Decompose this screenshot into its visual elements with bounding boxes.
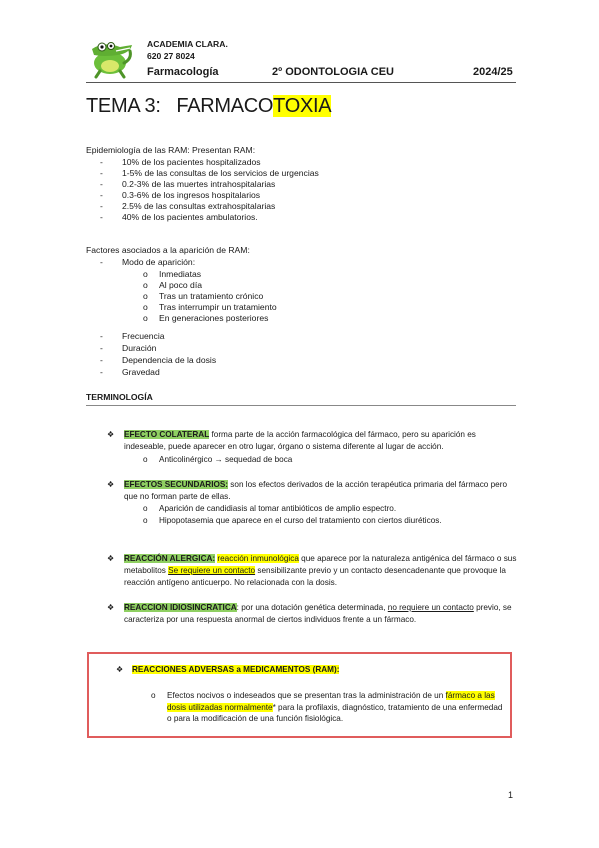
term-reaccion-idiosincratica: REACCION IDIOSINCRATICA [124, 603, 237, 612]
term-reaccion-alergica: REACCIÓN ALERGICA: [124, 554, 216, 563]
epidemiology-heading: Epidemiología de las RAM: Presentan RAM: [86, 145, 256, 155]
diamond-bullet-icon: ❖ [107, 480, 115, 489]
page-number: 1 [508, 790, 514, 800]
terminology-divider [86, 405, 516, 406]
course-name: 2º ODONTOLOGIA CEU [272, 66, 394, 78]
academy-name: ACADEMIA CLARA. [147, 39, 228, 49]
list-item: o Anticolinérgico → sequedad de boca [143, 455, 293, 464]
list-item: - 10% de los pacientes hospitalizados [100, 157, 261, 167]
circle-bullet-icon: o [151, 691, 156, 700]
academy-phone: 620 27 8024 [147, 51, 195, 61]
list-item: - Gravedad [100, 367, 160, 377]
ram-term: REACCIONES ADVERSAS a MEDICAMENTOS (RAM): [132, 665, 340, 674]
list-item: - 0.2-3% de las muertes intrahospitalarias [100, 179, 276, 189]
title-main: FARMACO [176, 95, 274, 117]
list-item: o Tras interrumpir un tratamiento [143, 302, 277, 312]
list-item: - Frecuencia [100, 331, 165, 341]
title-highlight: TOXIA [273, 95, 332, 117]
list-item: o Al poco día [143, 280, 202, 290]
epidemiology-list [100, 157, 319, 223]
list-item: - 40% de los pacientes ambulatorios. [100, 212, 258, 222]
list-item: - Dependencia de la dosis [100, 355, 217, 365]
ram-definition-text: Efectos nocivos o indeseados que se presentan tras la administración de un fármaco a las dosis utilizadas normalmente* para la profilaxis, diagnóstico, tratamiento de una enfermedad o para la modificación de una función fisiológica. [167, 691, 503, 723]
page-title [86, 94, 331, 118]
term-efecto-colateral: EFECTO COLATERAL [124, 430, 210, 439]
term-efectos-secundarios: EFECTOS SECUNDARIOS: [124, 480, 229, 489]
crocodile-logo [86, 37, 136, 79]
efectos-secundarios-paragraph: EFECTOS SECUNDARIOS: son los efectos derivados de la acción terapéutica primaria del fármaco pero que no forman parte de ellas. [124, 480, 508, 501]
reaccion-idiosincratica-paragraph: REACCION IDIOSINCRATICA: por una dotación genética determinada, no requiere un contacto previo, se caracteriza por una respuesta anormal de ciertos individuos frente a un fármaco. [124, 603, 512, 624]
list-item: o Hipopotasemia que aparece en el curso del tratamiento con ciertos diuréticos. [143, 516, 442, 525]
list-item: o En generaciones posteriores [143, 313, 269, 323]
diamond-bullet-icon: ❖ [107, 603, 115, 612]
list-item: - Duración [100, 343, 157, 353]
diamond-bullet-icon: ❖ [107, 430, 115, 439]
list-item: o Tras un tratamiento crónico [143, 291, 264, 301]
diamond-bullet-icon: ❖ [116, 665, 124, 674]
reaccion-alergica-paragraph: REACCIÓN ALERGICA: reacción inmunológica que aparece por la naturaleza antigénica del fármaco o sus metabolitos Se requiere un contacto sensibilizante previo y un contacto desencadenante que provoque la reacción antígeno anticuerpo. No relacionada con la dosis. [124, 554, 517, 587]
mode-sublist [143, 269, 277, 324]
list-item: - 1-5% de las consultas de los servicios de urgencias [100, 168, 319, 178]
list-item: - 0.3-6% de los ingresos hospitalarios [100, 190, 261, 200]
header-divider [86, 82, 516, 83]
title-prefix: TEMA 3: [86, 95, 161, 117]
list-item: - 2.5% de las consultas extrahospitalarias [100, 201, 276, 211]
list-item: - Modo de aparición: [100, 257, 196, 267]
list-item: o Aparición de candidiasis al tomar antibióticos de amplio espectro. [143, 504, 397, 513]
academic-year: 2024/25 [473, 66, 513, 78]
subject-name: Farmacología [147, 66, 219, 78]
factors-other-list [100, 330, 216, 378]
efecto-colateral-paragraph: EFECTO COLATERAL forma parte de la acción farmacológica del fármaco, pero su aparición es indeseable, puede aparecer en otro lugar, órgano o sistema diferente al lugar de acción. [124, 430, 476, 451]
diamond-bullet-icon: ❖ [107, 554, 115, 563]
factors-heading: Factores asociados a la aparición de RAM: [86, 245, 250, 255]
terminology-heading: TERMINOLOGÍA [86, 392, 153, 402]
list-item: o Inmediatas [143, 269, 202, 279]
